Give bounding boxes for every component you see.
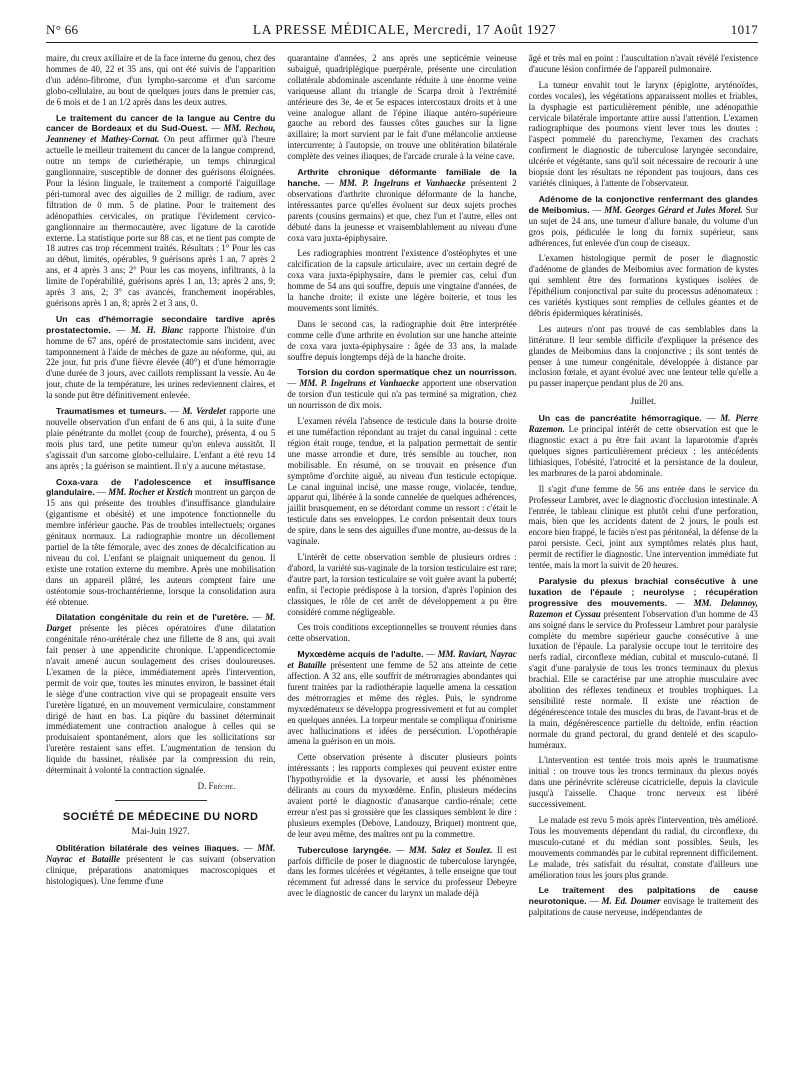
article-authors: M. H. Blanc <box>130 324 184 335</box>
article-authors: MM. Georges Gérard et Jules Morel. <box>604 204 743 215</box>
article-body-text: Dans le second cas, la radiographie doit être interprétée comme celle d'une arthrite en évolution sur une hanche atteinte de coxa vara juxta-épiphysaire : âgée de 33 ans, la malade souffre depuis longtemps déjà de la hanche droite. <box>287 318 517 362</box>
article-paragraph-with-title: Paralysie du plexus brachial consécutive à une luxation de l'épaule ; neurolyse ; récupération progressive des mouvements. — MM. Delannoy, Razemon et Cyssau présentent l'observation d'un homme de 43 ans soigné dans le service du Professeur Lambret pour paralysie complète du membre supérieur gauche consécutive à une luxation de l'épaule. La paralysie occupe tout le territoire des nerfs radial, circonflexe médian, cubital et musculo-cutané. Il s'agit d'une paralysie de tous les troncs terminaux du plexus brachial. Elle se caractérise par une atrophie musculaire avec abolition des réflexes tendineux et troubles trophiques. La sensibilité reste normale. Il existe une réaction de dégénérescence totale des muscles du bras, de l'avant-bras et de la main, dégénérescence partielle du deltoïde, enfin réaction normale du grand pectoral, du grand dentelé et des scapulo-huméraux. <box>528 575 758 750</box>
article-paragraph <box>46 53 275 108</box>
article-body-text: montrent un garçon de 15 ans qui présente des troubles d'insuffisance glandulaire (gigantisme et obésité) et une impotence fonctionnelle du membre inférieur gauche. Pas de troubles intellectuels; organes génitaux normaux. La radiographie montre un décollement partiel de la tête fémorale, avec des zones de décalcification au niveau du col. L'enfant se plaignait uniquement du genou. Il existe une rotation externe du membre. Après une mobilisation dans un appareil plâtré, les auteurs comptent faire une ostéotomie sous-trochantérienne, lorsque la consolidation aura été obtenue. <box>46 487 276 607</box>
article-title: Dilatation congénitale du rein et de l'uretère. <box>56 612 249 623</box>
article-paragraph <box>287 752 516 839</box>
article-body-text: L'examen histologique permit de poser le diagnostic d'adénome de glandes de Meibomius avec formation de kystes qui semblent être des formations kystiques isolées de l'épithélium conjonctival par suite du processus adénomateux : ces variétés kystiques sont remplies de cellules géantes et de débris épidermiques kératinisés. <box>528 253 758 318</box>
text-columns <box>46 53 758 1063</box>
article-body-text: Les auteurs n'ont pas trouvé de cas semblables dans la littérature. Il leur semble difficile d'expliquer la présence des glandes de Meibomius dans la conjonctive ; ils sont tentés de penser à une tumeur congénitale, développée à distance par inclusion fœtale, et ayant évolué avec une lenteur telle qu'elle a pu passer inaperçue pendant plus de 20 ans. <box>528 323 758 389</box>
article-authors: MM. Raviart, Nayrac et Bataille <box>287 649 517 671</box>
article-paragraph-with-title: Un cas de pancréatite hémorragique. — M. Pierre Razemon. Le principal intérêt de cette observation est que le diagnostic exact a pu être fait avant la laparotomie d'après quelques signes particulièrement précieux : les antécédents lithiasiques, l'obésité, l'atrocité et la persistance de la douleur, les marbrures de la paroi abdominale. <box>528 413 758 478</box>
article-paragraph-with-title: Oblitération bilatérale des veines iliaques. — MM. Nayrac et Bataille présentent le cas suivant (observation clinique, préparations anatomiques macroscopiques et histologiques). Une femme d'une <box>46 842 276 886</box>
article-authors: M. Darget <box>46 612 276 634</box>
article-paragraph <box>529 80 758 189</box>
session-date: Mai-Juin 1927. <box>131 826 190 837</box>
article-body-text: L'intérêt de cette observation semble de plusieurs ordres : d'abord, la variété sus-vaginale de la torsion testiculaire est rare; d'autre part, la torsion testiculaire se voit guère avant la puberté; enfin, si l'ectopie prédispose à la torsion, d'après l'opinion des classiques, le rôle de cet arrêt de développement a pu être considéré comme négligeable. <box>287 551 517 617</box>
article-body-text: présentent l'observation d'un homme de 43 ans soigné dans le service du Professeur Lambret pour paralysie complète du membre supérieur gauche consécutive à une luxation de l'épaule. La paralysie occupe tout le territoire des nerfs radial, circonflexe médian, cubital et musculo-cutané. Il s'agit d'une paralysie de tous les troncs terminaux du plexus brachial. Elle se caractérise par une atrophie musculaire avec abolition des réflexes tendineux et troubles trophiques. La sensibilité reste normale. Il existe une réaction de dégénérescence totale des muscles du bras, de l'avant-bras et de la main, dégénérescence partielle du deltoïde, enfin réaction normale du grand pectoral, du grand dentelé et des scapulo-huméraux. <box>528 608 758 750</box>
article-paragraph-with-title: Adénome de la conjonctive renfermant des glandes de Meibomius. — MM. Georges Gérard et Jules Morel. Sur un sujet de 24 ans, une tumeur d'allure banale, du volume d'un gros pois, pédiculée le long du fornix supérieur, sans adhérences, fut enlevée d'un coup de ciseaux. <box>528 193 758 248</box>
article-paragraph-with-title: Tuberculose laryngée. — MM. Salez et Soulez. Il est parfois difficile de poser le diagnostic de tuberculose laryngée, dans les formes ulcérées et végétantes, à telle enseigne que tout récemment fut adressé dans le service du professeur Debeyre avec le diagnostic de cancer du larynx un malade déjà <box>287 844 517 899</box>
article-title: Myxœdème acquis de l'adulte. <box>297 649 424 660</box>
article-title: Arthrite chronique déformante familiale de la hanche. <box>287 167 517 188</box>
article-paragraph-with-title: Torsion du cordon spermatique chez un nourrisson. — MM. P. Ingelrans et Vanhaecke apportent une observation de torsion d'un testicule qui n'a pas terminé sa migration, chez un nourrisson de dix mois. <box>287 367 517 411</box>
article-paragraph-with-title: Le traitement du cancer de la langue au Centre du cancer de Bordeaux et du Sud-Ouest. — MM. Rechou, Jeanneney et Mathey-Cornat. On peut affirmer qu'à l'heure actuelle le meilleur traitement du cancer de la langue comprend, outre un temps de curiethérapie, un temps chirurgical ganglionnaire, susceptible de donner des guérisons éloignées. Pour la lésion linguale, le traitement a comporté l'aiguillage péri-tumoral avec des aiguilles de 2 milligr. de radium, avec filtration de 0 mm. 5 de platine. Pour le traitement des adénopathies cervicales, on pratique l'évidement cervico-ganglionnaire au thermocautère, avec ligature de la carotide externe. La statistique porte sur 88 cas, et ne tient pas compte de 18 autres cas trop récemment traités. Résultats : 1° Pour les cas au début, limités, opérables, 9 guérisons après 1 an, 7 après 2 ans, et 4 après 3 ans; 2° Pour les cas moyens, infiltrants, à la limite de l'opérabilité, guérisons après 1 an, 13; après 2 ans, 9; après 3 ans, 2; 3° cas avancés, franchement inopérables, guérisons après 1 an, 8; après 2 et 3 ans, 0. <box>46 112 276 308</box>
article-title: Torsion du cordon spermatique chez un nourrisson. <box>297 367 517 378</box>
article-paragraph-with-title: Myxœdème acquis de l'adulte. — MM. Raviart, Nayrac et Bataille présentent une femme de 52 ans atteinte de cette affection. A 32 ans, elle souffrit de métrorragies abondantes qui furent traitées par la radiothérapie laquelle amena la cessation des métrorragies et même des règles. Puis, le syndrome myxœdémateux se développa progressivement et fut au complet en quelques années. La torpeur mentale se compliqua d'onirisme avec hallucinations et idées de persécution. L'opothérapie amena la guérison en un mois. <box>287 649 517 747</box>
article-body-text: présentent 2 observations d'arthrite chronique déformante de la hanche, intéressantes parce qu'elles évoluent sur deux sujets proches parents (cousins germains) et que, chez l'un et l'autre, elles ont débuté dans la jeunesse et vraisemblablement au niveau d'une coxa vara juxta-épiphysaire. <box>287 177 517 243</box>
article-paragraph-with-title: Le traitement des palpitations de cause neurotonique. — M. Ed. Doumer envisage le traitement des palpitations de cause nerveuse, indépendantes de <box>528 885 758 918</box>
article-body-text: Il est parfois difficile de poser le diagnostic de tuberculose laryngée, dans les formes ulcérées et végétantes, à telle enseigne que tout récemment fut adressé dans le service du professeur Debeyre avec le diagnostic de cancer du larynx un malade déjà <box>287 844 517 899</box>
article-title: Paralysie du plexus brachial consécutive à une luxation de l'épaule ; neurolyse ; récupération progressive des mouvements. <box>528 575 758 608</box>
article-body-text: L'examen révéla l'absence de testicule dans la bourse droite et une tuméfaction répondant au trajet du canal inguinal : cette région était rouge, tendue, et la palpation permettait de sentir une masse arrondie et dure, très sensible au toucher, non mobilisable. En résumé, on se trouvait en présence d'un symptôme d'orchite aiguë, au niveau d'un testicule ectopique. Le canal inguinal incisé, une masse rouge, violacée, tendue, apparut qui, libérée à la sonde cannelée de quelques adhérences, jaillit brusquement, en se détordant comme un ressort : c'était le testicule dans ses enveloppes. Le cordon présentait deux tours de spire, dans le sens des aiguilles d'une montre, au-dessus de la vaginale. <box>287 416 517 547</box>
article-paragraph <box>529 815 758 880</box>
page-number: 1017 <box>730 22 758 37</box>
article-body-text: apportent une observation de torsion d'un testicule qui n'a pas terminé sa migration, chez un nourrisson de dix mois. <box>287 378 517 411</box>
article-authors: M. Ed. Doumer <box>601 896 661 907</box>
article-authors: MM. Delannoy, Razemon et Cyssau <box>528 597 758 619</box>
article-title: Un cas d'hémorragie secondaire tardive après prostatectomie. <box>46 313 276 335</box>
article-authors: MM. P. Ingelrans et Vanhaecke <box>339 177 466 188</box>
article-authors: M. Verdelet <box>182 406 226 417</box>
section-heading: SOCIÉTÉ DE MÉDECINE DU NORD <box>62 810 259 823</box>
article-authors: MM. Rechou, Jeanneney et Mathey-Cornat. <box>46 123 276 145</box>
article-body-text: Cette observation présente à discuter plusieurs points intéressants : les rapports complexes qui peuvent exister entre l'hypothyroïdie et la dysovarie, et aussi les phénomènes délirants au cours du myxœdème. Enfin, plusieurs médecins avaient porté le diagnostic d'anasarque cardio-rénale; cette erreur n'est pas si grossière que les classiques semblent le dire : plusieurs exemples (Debove, Landouzy, Briquet) montrent que, de leur aveu même, des maîtres ont pu la commettre. <box>287 752 517 839</box>
article-body-text: rapporte une nouvelle observation d'un enfant de 6 ans qui, à la suite d'une plaie pénétrante du mollet (coup de fourche), présenta, 4 ou 5 mois plus tard, une petite tumeur qu'on enleva aussitôt. Il s'agissait d'un sarcome globo-cellulaire. L'enfant a été revu 14 ans après ; la guérison se maintient. Il n'y a aucune métastase. <box>46 406 276 471</box>
article-body-text: Le principal intérêt de cette observation est que le diagnostic exact a pu être fait avant la laparotomie d'après quelques signes particulièrement précieux : les antécédents lithiasiques, l'obésité, l'atrocité et la persistance de la douleur, les marbrures de la paroi abdominale. <box>528 424 758 478</box>
article-body-text: Les radiographies montrent l'existence d'ostéophytes et une calcification de la capsule articulaire, avec un certain degré de coxa vara juxta-épiphysaire, dans le premier cas, celui d'un homme de 54 ans qui souffre, depuis une vingtaine d'années, de la hanche droite; il existe une légère boiterie, et tous les mouvements sont limités. <box>287 248 517 313</box>
issue-number: N° 66 <box>46 22 79 37</box>
article-authors: MM. Salez et Soulez. <box>408 844 493 855</box>
article-paragraph <box>529 755 758 810</box>
article-paragraph <box>287 248 516 313</box>
article-paragraph <box>529 253 758 318</box>
running-head <box>46 22 758 43</box>
article-title: Coxa-vara de l'adolescence et insuffisance glandulaire. <box>46 476 276 498</box>
article-paragraph-with-title: Dilatation congénitale du rein et de l'uretère. — M. Darget présente les pièces opératoires d'une dilatation congénitale réno-urétérale chez une fillette de 8 ans, qui avait fait penser à une appendicite chronique. L'appendicectomie n'avait amené aucun soulagement des crises douloureuses. L'examen de la pièce, immédiatement après l'intervention, permit de voir que, toutes les minutes environ, le bassinet était le siège d'une contraction vive qui se propageait ensuite vers l'uretère ligaturé, en un mouvement vermiculaire, constamment dirigé de haut en bas. La piqûre du bassinet déterminait immédiatement une contraction analogue à celles qui se produisaient spontanément, alors que les sollicitations sur l'uretère restaient sans effet. L'augmentation de tension du liquide du bassinet, réalisée par la compression du rein, déterminait à volonté la contraction signalée. <box>46 612 276 776</box>
article-body-text: maire, du creux axillaire et de la face interne du genou, chez des hommes de 40, 22 et 35 ans, qui ont été suivis de l'apparition d'un adéno-fibrome, d'un lympho-sarcome et d'un sarcome globo-cellulaire, au bout de quelques jours dans le premier cas, de 6 mois et de 1 an 1/2 après dans les deux autres. <box>46 53 276 107</box>
article-authors: MM. P. Ingelrans et Vanhaecke <box>299 378 420 389</box>
article-paragraph <box>287 53 516 162</box>
article-authors: MM. Nayrac et Bataille <box>46 842 276 864</box>
article-title: Oblitération bilatérale des veines iliaques. <box>56 842 240 853</box>
section-divider <box>115 800 207 801</box>
article-authors: M. Pierre Razemon. <box>528 413 758 435</box>
article-paragraph <box>529 324 758 389</box>
article-paragraph <box>287 416 516 547</box>
article-body-text: La tumeur envahit tout le larynx (épiglotte, aryténoïdes, cordes vocales), les végétations apparaissent molles et friables, la dysphagie est particulièrement pénible, une adénopathie cervicale bilatérale importante attire aussi l'attention. L'examen radiographique des poumons vient lever tous les doutes : l'aspect pommelé du parenchyme, l'examen des crachats confirment le diagnostic de tuberculose laryngée secondaire, ulcérée et végétante, sans qu'il soit nécessaire de recourir à une biopsie dont les résultats ne répondent pas toujours, dans ces variétés cliniques, à l'attente de l'observateur. <box>528 79 758 188</box>
article-authors: MM. Rocher et Krstich <box>108 487 193 498</box>
article-body-text: Il s'agit d'une femme de 56 ans entrée dans le service du Professeur Lambret, avec le diagnostic d'occlusion intestinale. A l'entrée, le tableau clinique est plutôt celui d'une perforation, mais, bien que les accidents datent de 2 jours, le pouls est encore bien frappé, le faciès n'est pas péritonéal, la défense de la paroi persiste. Ceci, joint aux symptômes relatés plus haut, permit de rectifier le diagnostic. Une intervention immédiate fut tentée, mais la mort la suivit de 20 heures. <box>528 483 758 571</box>
article-paragraph <box>529 484 758 571</box>
article-body-text: L'intervention est tentée trois mois après le traumatisme initial : on trouve tous les troncs terminaux du plexus noyés dans une périnévrite scléreuse cicatricielle, depuis la clavicule jusqu'à l'aisselle. Chaque tronc nerveux est libéré successivement. <box>528 755 758 810</box>
article-title: Le traitement des palpitations de cause neurotonique. <box>528 885 758 907</box>
article-body-text: Ces trois conditions exceptionnelles se trouvent réunies dans cette observation. <box>287 622 517 644</box>
column-3 <box>529 53 758 1063</box>
article-paragraph <box>287 319 516 363</box>
journal-title: LA PRESSE MÉDICALE, Mercredi, 17 Août 1927 <box>252 22 557 37</box>
article-title: Traumatismes et tumeurs. <box>56 406 167 417</box>
column-2 <box>287 53 516 1063</box>
article-body-text: On peut affirmer qu'à l'heure actuelle le meilleur traitement du cancer de la langue comprend, outre un temps de curiethérapie, un temps chirurgical ganglionnaire, susceptible de donner des guérisons éloignées. Pour la lésion linguale, le traitement a comporté l'aiguillage péri-tumoral avec des aiguilles de 2 milligr. de radium, avec filtration de 0 mm. 5 de platine. Pour le traitement des adénopathies cervicales, on pratique l'évidement cervico-ganglionnaire au thermocautère, avec ligature de la carotide externe. La statistique porte sur 88 cas, et ne tient pas compte de 18 autres cas trop récemment traités. Résultats : 1° Pour les cas au début, limités, opérables, 9 guérisons après 1 an, 7 après 2 ans, et 4 après 3 ans; 2° Pour les cas moyens, infiltrants, à la limite de l'opérabilité, guérisons après 1 an, 13; après 2 ans, 9; après 3 ans, 2; 3° cas avancés, franchement inopérables, guérisons après 1 an, 8; après 2 et 3 ans, 0. <box>46 134 276 308</box>
article-title: Un cas de pancréatite hémorragique. <box>538 413 702 424</box>
article-body-text: présentent une femme de 52 ans atteinte de cette affection. A 32 ans, elle souffrit de métrorragies abondantes qui furent traitées par la radiothérapie laquelle amena la cessation des métrorragies et même des règles. Puis, le syndrome myxœdémateux se développa progressivement et fut au complet en quelques années. La torpeur mentale se compliqua d'onirisme avec hallucinations et idées de persécution. L'opothérapie amena la guérison en un mois. <box>287 660 517 747</box>
article-paragraph <box>287 552 516 617</box>
article-paragraph <box>287 622 516 644</box>
article-paragraph-with-title: Arthrite chronique déformante familiale de la hanche. — MM. P. Ingelrans et Vanhaecke présentent 2 observations d'arthrite chronique déformante de la hanche, intéressantes parce qu'elles évoluent sur deux sujets proches parents (cousins germains) et que, chez l'un et l'autre, elles ont débuté dans la jeunesse et vraisemblablement au niveau d'une coxa vara juxta-épiphysaire. <box>287 167 517 243</box>
article-body-text: rapporte l'histoire d'un homme de 67 ans, opéré de prostatectomie sans incident, avec tamponnement à l'aide de mèches de gaze au néoforme, qui, au 22e jour, fut pris d'une fièvre élevée (40°) et d'une hémorragie d'une durée de 3 jours, avec caillots remplissant la vessie. Au 4e jour, chute de la température, les urines redeviennent claires, et la sonde put être définitivement enlevée. <box>46 324 276 401</box>
article-paragraph <box>529 53 758 75</box>
article-body-text: présentent le cas suivant (observation clinique, préparations anatomiques macroscopiques et histologiques). Une femme d'une <box>46 853 276 886</box>
article-body-text: envisage le traitement des palpitations de cause nerveuse, indépendantes de <box>528 896 758 918</box>
article-paragraph-with-title: Un cas d'hémorragie secondaire tardive après prostatectomie. — M. H. Blanc rapporte l'histoire d'un homme de 67 ans, opéré de prostatectomie sans incident, avec tamponnement à l'aide de mèches de gaze au néoforme, qui, au 22e jour, fut pris d'une fièvre élevée (40°) et d'une hémorragie d'une durée de 3 jours, avec caillots remplissant la vessie. Au 4e jour, chute de la température, les urines redeviennent claires, et la sonde put être définitivement enlevée. <box>46 313 276 401</box>
article-body-text: présente les pièces opératoires d'une dilatation congénitale réno-urétérale chez une fillette de 8 ans, qui avait fait penser à une appendicite chronique. L'appendicectomie n'avait amené aucun soulagement des crises douloureuses. L'examen de la pièce, immédiatement après l'intervention, permit de voir que, toutes les minutes environ, le bassinet était le siège d'une contraction vive qui se propageait ensuite vers l'uretère ligaturé, en un mouvement vermiculaire, constamment dirigé de haut en bas. La piqûre du bassinet déterminait immédiatement une contraction analogue à celles qui se produisaient spontanément, alors que les sollicitations sur l'uretère restaient sans effet. L'augmentation de tension du liquide du bassinet, réalisée par la compression du rein, déterminait à volonté la contraction signalée. <box>46 623 276 776</box>
article-body-text: Sur un sujet de 24 ans, une tumeur d'allure banale, du volume d'un gros pois, pédiculée le long du fornix supérieur, sans adhérences, fut enlevée d'un coup de ciseaux. <box>528 204 758 248</box>
article-paragraph-with-title: Coxa-vara de l'adolescence et insuffisance glandulaire. — MM. Rocher et Krstich montrent un garçon de 15 ans qui présente des troubles d'insuffisance glandulaire (gigantisme et obésité) et une impotence fonctionnelle du membre inférieur gauche. Pas de troubles intellectuels; organes génitaux normaux. La radiographie montre un décollement partiel de la tête fémorale, avec des zones de décalcification au niveau du col. L'enfant se plaignait uniquement du genou. Il existe une rotation externe du membre. Après une mobilisation dans un appareil plâtré, les auteurs comptent faire une ostéotomie sous-trochantérienne, lorsque la consolidation aura été obtenue. <box>46 476 276 607</box>
session-date: Juillet. <box>630 397 657 408</box>
article-body-text: âgé et très mal en point : l'auscultation n'avait révélé l'existence d'aucune lésion confirmée de l'appareil pulmonaire. <box>528 53 758 74</box>
article-title: Tuberculose laryngée. <box>297 844 392 855</box>
article-body-text: quarantaine d'années, 2 ans après une septicémie veineuse subaiguë, quadriplégique puerpérale, présente une circulation collatérale abdominale ascendante réduite à une énorme veine variqueuse allant du triangle de Scarpa droit à l'extrémité antérieure des 3e, 4e et 5e espaces intercostaux droits et à une veine analogue allant de l'épine iliaque antéro-supérieure gauche au rebord des fausses côtes gauches sur la ligne axillaire; la mort survient par le fait d'une mélancolie anxieuse intercurrente; à l'autopsie, on trouve une oblitération bilatérale complète des veines iliaques, de l'arcade crurale à la veine cave. <box>287 53 517 162</box>
author-signature: D. Frèche. <box>197 781 236 791</box>
article-body-text: Le malade est revu 5 mois après l'intervention, très amélioré. Tous les mouvements dépendant du radial, du circonflexe, du musculo-cutané et du médian sont possibles. Seuls, les mouvements commandés par le cubital reprennent difficilement. Le malade, très satisfait du résultat, constate d'ailleurs une amélioration tous les jours plus grande. <box>528 815 758 880</box>
article-paragraph-with-title: Traumatismes et tumeurs. — M. Verdelet rapporte une nouvelle observation d'un enfant de 6 ans qui, à la suite d'une plaie pénétrante du mollet (coup de fourche), présenta, 4 ou 5 mois plus tard, une petite tumeur qu'on enleva aussitôt. Il s'agissait d'un sarcome globo-cellulaire. L'enfant a été revu 14 ans après ; la guérison se maintient. Il n'y a aucune métastase. <box>46 406 276 471</box>
article-title: Le traitement du cancer de la langue au Centre du cancer de Bordeaux et du Sud-Ouest. <box>46 112 276 134</box>
column-1 <box>46 53 275 1063</box>
article-title: Adénome de la conjonctive renfermant des glandes de Meibomius. <box>528 193 758 215</box>
